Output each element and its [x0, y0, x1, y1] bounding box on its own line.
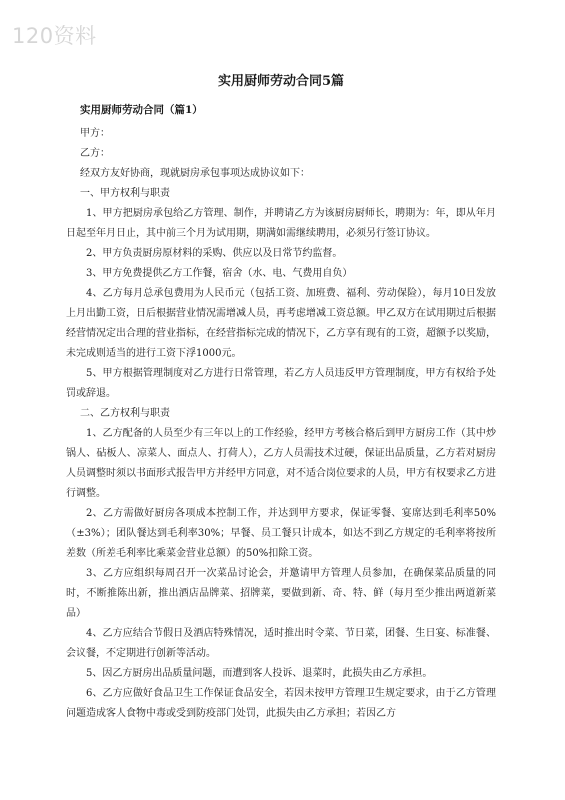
clause-b-4: 4、乙方应结合节假日及酒店特殊情况，适时推出时令菜、节日菜，团餐、生日宴、标准餐、会议餐，不定期进行创新等活动。 [66, 628, 496, 659]
clause-b-5: 5、因乙方厨房出品质量问题，而遭到客人投诉、退菜时，此损失由乙方承担。 [86, 668, 433, 679]
clause-a-5: 5、甲方根据管理制度对乙方进行日常管理，若乙方人员违反甲方管理制度，甲方有权给予处罚或辞退。 [66, 368, 496, 399]
party-a-line: 甲方： [80, 128, 110, 139]
clause-b-3: 3、乙方应组织每周召开一次菜品讨论会，并邀请甲方管理人员参加，在确保菜品质量的同时，不断推陈出新，推出酒店品牌菜、招牌菜，要做到新、奇、特、鲜（每月至少推出两道新菜品） [66, 568, 496, 619]
clause-b-6: 6、乙方应做好食品卫生工作保证食品安全，若因未按甲方管理卫生规定要求，由于乙方管理问题造成客人食物中毒或受到防疫部门处罚，此损失由乙方承担；若因乙方 [66, 688, 496, 719]
clause-a-4: 4、乙方每月总承包费用为人民币元（包括工资、加班费、福利、劳动保险），每月10日发放上月出勤工资，日后根据营业情况需增减人员，再考虑增减工资总额。甲乙双方在试用期过后根据经营情况定出合理的营业指标，在经营指标完成的情况下，乙方享有现有的工资，超额予以奖励，未完成则适当的进行工资下浮1000元。 [66, 288, 496, 359]
intro-paragraph: 经双方友好协商，现就厨房承包事项达成协议如下： [80, 168, 310, 179]
watermark-logo: 120资料 [12, 24, 97, 48]
document-title: 实用厨师劳动合同5篇 [217, 74, 345, 89]
clause-b-2: 2、乙方需做好厨房各项成本控制工作，并达到甲方要求，保证零餐、宴席达到毛利率50%（±3%）；团队餐达到毛利率30%；早餐、员工餐只计成本，如达不到乙方规定的毛利率将按所差数（所差毛利率比乘菜金营业总额）的50%扣除工资。 [66, 508, 496, 559]
party-b-line: 乙方： [80, 148, 110, 159]
clause-a-1: 1、甲方把厨房承包给乙方管理、制作，并聘请乙方为该厨房厨师长，聘期为：年，即从年月日起至年月日止，其中前三个月为试用期，期满如需继续聘用，必须另行签订协议。 [66, 208, 496, 239]
clause-a-2: 2、甲方负责厨房原材料的采购、供应以及日常节约监督。 [86, 248, 343, 259]
heading-party-a-rights: 一、甲方权利与职责 [80, 188, 170, 199]
clause-a-3: 3、甲方免费提供乙方工作餐，宿舍（水、电、气费用自负） [86, 268, 353, 279]
section-subtitle: 实用厨师劳动合同（篇1） [80, 104, 203, 116]
document-body [66, 124, 496, 724]
heading-party-b-rights: 二、乙方权利与职责 [80, 408, 170, 419]
clause-b-1: 1、乙方配备的人员至少有三年以上的工作经验，经甲方考核合格后到甲方厨房工作（其中炒锅人、砧板人、凉菜人、面点人、打荷人），乙方人员需技术过硬，保证出品质量，乙方若对厨房人员调整时须以书面形式报告甲方并经甲方同意，对不适合岗位要求的人员，甲方有权要求乙方进行调整。 [66, 428, 496, 499]
